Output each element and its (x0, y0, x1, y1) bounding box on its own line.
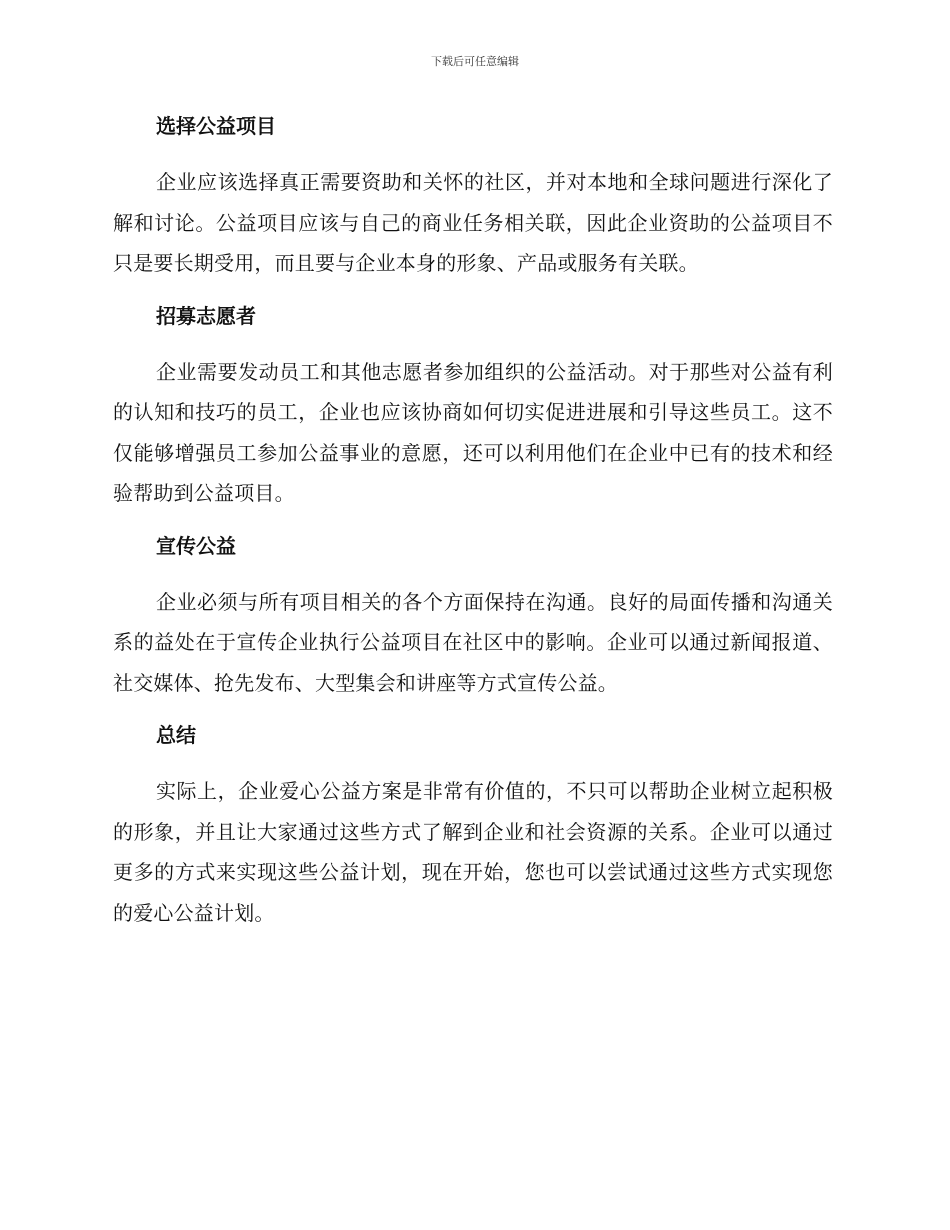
section-heading: 总结 (156, 723, 196, 747)
section-heading: 选择公益项目 (156, 114, 276, 138)
section-paragraph: 实际上，企业爱心公益方案是非常有价值的，不只可以帮助企业树立起积极的形象，并且让大家通过这些方式了解到企业和社会资源的关系。企业可以通过更多的方式来实现这些公益计划，现在开始，您也可以尝试通过这些方式实现您的爱心公益计划。 (113, 779, 833, 925)
section-recruit-volunteers (113, 296, 833, 514)
section-heading: 宣传公益 (156, 533, 236, 558)
section-heading: 招募志愿者 (156, 303, 256, 328)
section-summary (113, 715, 833, 933)
section-select-project (113, 106, 833, 284)
section-paragraph: 企业应该选择真正需要资助和关怀的社区，并对本地和全球问题进行深化了解和讨论。公益项目应该与自己的商业任务相关联，因此企业资助的公益项目不只是要长期受用，而且要与企业本身的形象、产品或服务有关联。 (113, 170, 833, 275)
document-content (113, 106, 833, 945)
running-header: 下载后可任意编辑 (431, 55, 519, 68)
section-paragraph: 企业需要发动员工和其他志愿者参加组织的公益活动。对于那些对公益有利的认知和技巧的员工，企业也应该协商如何切实促进进展和引导这些员工。这不仅能够增强员工参加公益事业的意愿，还可以利用他们在企业中已有的技术和经验帮助到公益项目。 (113, 359, 833, 505)
section-promote (113, 526, 833, 704)
section-paragraph: 企业必须与所有项目相关的各个方面保持在沟通。良好的局面传播和沟通关系的益处在于宣传企业执行公益项目在社区中的影响。企业可以通过新闻报道、社交媒体、抢先发布、大型集会和讲座等方式宣传公益。 (113, 589, 833, 695)
